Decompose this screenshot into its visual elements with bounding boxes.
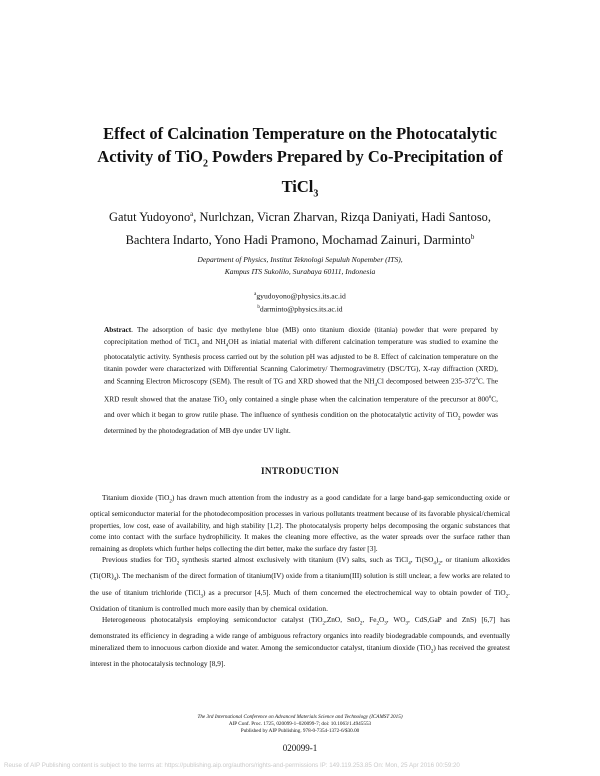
title-line-3: TiCl$_3$ (281, 177, 319, 200)
affiliation (60, 254, 540, 277)
authors-line-1: Gatut Yudoyono$^a$, Nurlchzan, Vicran Zharvan, Rizqa Daniyati, Hadi Santoso, (109, 210, 491, 225)
paper-title (60, 122, 540, 206)
author-list (60, 204, 540, 250)
paragraph-3: Heterogeneous photocatalysis employing semiconductor catalyst (TiO$_2$,ZnO, SnO$_2$, $Fe_2O_3$, $WO_3$, CdS,GaP and ZnS) [6,7] has demonstrated its efficiency in degrading a wide range of ambiguous refractory organics into readily biodegradable compounds, and eventually mineralized them to innocuous carbon dioxide and water. Among the semiconductor catalyst, titanium dioxide (TiO$_2$) has received the greatest interest in the photocatalysis technology [8,9]. (90, 615, 510, 668)
doi-line: AIP Conf. Proc. 1725, 020099-1–020099-7; doi: 10.1063/1.4945553 (228, 721, 372, 727)
abstract-label: Abstract (104, 325, 132, 334)
abstract: Abstract. The adsorption of basic dye methylene blue (MB) onto titanium dioxide (titania) powder that were prepared by coprecipitation method of TiCl$_3$ and $NH_4OH$ as iniatial material with different calcination temperature was studied to examine the photocatalytic activity. Synthesis process carried out by the solution pH was adjusted to be 8. Effect of calcination temperature on the titanin powder were characterized with Differential Scanning Calorimetry/ Thermogravimetry (DSC/TG), X-ray diffraction (XRD), and Scanning Electron Microscopy (SEM). The result of TG and XRD showed that the $NH_4Cl$ decomposed between 235-372$^o$C. The XRD result showed that the anatase TiO$_2$ only contained a single phase when the calcination temperature of the precursor at 800$^o$C, and over which it began to grow rutile phase. The influence of synthesis condition on the photocatalytic activity of TiO$_2$ powder was determined by the photodegradation of MB dye under UV light. (104, 325, 498, 436)
publication-meta (60, 721, 540, 735)
conference-footer: The 3rd International Conference on Advanced Materials Science and Technology (ICAMST 2015) (197, 714, 403, 720)
section-heading-introduction: INTRODUCTION (261, 467, 339, 477)
authors-line-2: Bachtera Indarto, Yono Hadi Pramono, Mochamad Zainuri, Darminto$^b$ (125, 233, 475, 248)
publisher-line: Published by AIP Publishing. 978-0-7354-1372-6/$30.00 (240, 728, 360, 734)
affiliation-line-1: Department of Physics, Institut Teknologi Sepuluh Nopember (ITS), (197, 255, 403, 264)
paragraph-1: Titanium dioxide (TiO$_2$) has drawn much attention from the industry as a good candidate for a large band-gap semiconducting oxide or optical semiconductor material for the photodecomposition processes in various pollutants treatment because of its favorable physical/chemical properties, low cost, ease of availability, and high stability [1,2]. The photocatalysis property helps decomposing the organic substances that come into contact with the surface hydrophilicity. It makes the cleaning more effective, as the water spreads over the surface rather than remaining as droplets which further helps collecting the dirt better, make the surface dry faster [3]. (90, 493, 510, 553)
affiliation-line-2: Kampus ITS Sukolilo, Surabaya 60111, Indonesia (224, 266, 376, 276)
author-emails (60, 289, 540, 314)
title-line-2: Activity of TiO$_2$ Powders Prepared by Co-Precipitation of (97, 147, 503, 170)
reuse-watermark: Reuse of AIP Publishing content is subject to the terms at: https://publishing.aip.org/authors/rights-and-permissions IP: 149.119.253.85 On: Mon, 25 Apr 2016 00:59:20 (4, 762, 460, 769)
page-number: 020099-1 (282, 743, 318, 753)
email-a[interactable]: $^a$gyudoyono@physics.its.ac.id (254, 291, 346, 301)
introduction-body (90, 492, 510, 669)
paragraph-2: Previous studies for TiO$_2$ synthesis started almost exclusively with titanium (IV) salts, such as TiCl$_4$, $Ti(SO_4)_2$, or titanium alkoxides $(Ti(OR)_4)$. The mechanism of the direct formation of titanium(IV) oxide from a titanium(III) solution is still unclear, a few works are related to the use of titanium trichloride (TiCl$_3$) as a precursor [4,5]. Much of them concerned the electrochemical way to obtain powder of TiO$_2$. Oxidation of titanium is controlled much more easily than by chemical oxidation. (90, 555, 510, 613)
email-b[interactable]: $^b$darminto@physics.its.ac.id (257, 304, 343, 314)
title-line-1: Effect of Calcination Temperature on the Photocatalytic (103, 124, 497, 143)
